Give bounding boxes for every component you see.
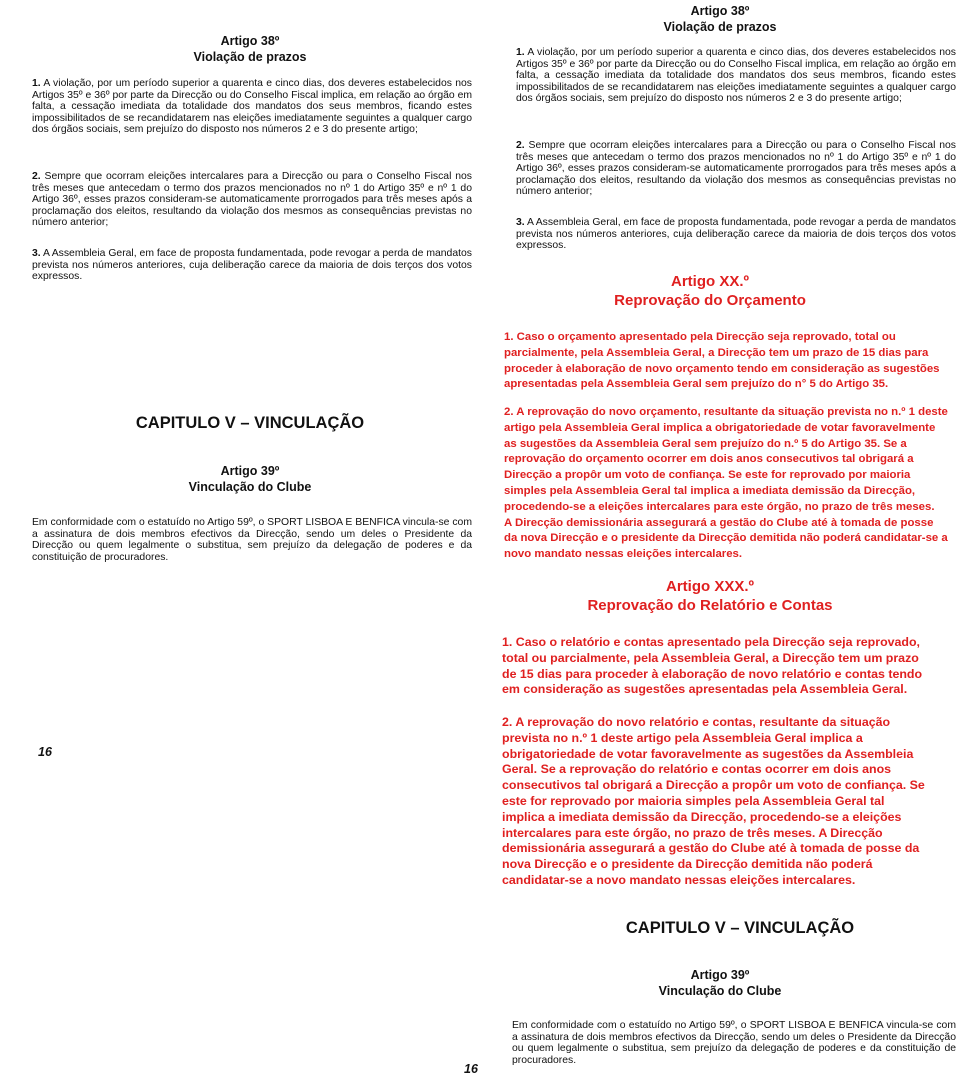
article-38-paragraph-3: 3. A Assembleia Geral, em face de proposta fundamentada, pode revogar a perda de mandatos prevista nos números anteriores, cuja deliberação carece da maioria de dois terços dos votos expressos. — [516, 217, 956, 252]
article-38-paragraph-1: 1. A violação, por um período superior a quarenta e cinco dias, dos deveres estabelecidos nos Artigos 35º e 36º por parte da Direcção ou do Conselho Fiscal implica, em relação ao órgão em falta, a cessação imediata da totalidade dos mandatos dos seus membros, ficando estes impossibilitados de se recandidatarem nas eleições imediatamente seguintes a qualquer cargo dos órgãos sociais, sem prejuízo do disposto nos números 2 e 3 do presente artigo; — [32, 78, 472, 136]
article-39-heading — [30, 463, 470, 495]
article-38-heading — [30, 33, 470, 65]
article-39-paragraph: Em conformidade com o estatuído no Artigo 59º, o SPORT LISBOA E BENFICA vincula-se com a assinatura de dois membros efectivos da Direcção, sendo um deles o Presidente da Direcção ou quem legalmente o substitua, sem prejuízo da delegação de poderes e da constituição de procuradores. — [32, 517, 472, 563]
article-39-heading — [500, 967, 940, 999]
article-xxx-paragraph-1: 1. Caso o relatório e contas apresentado pela Direcção seja reprovado, total ou parcialmente, pela Assembleia Geral, a Direcção tem um prazo de 15 dias para proceder à elaboração de novo relatório e contas tendo em consideração as sugestões apresentadas pela Assembleia Geral. — [502, 635, 923, 697]
article-39-title: Artigo 39º — [690, 968, 750, 982]
article-xxx-title: Artigo XXX.º — [666, 578, 754, 595]
article-38-title: Artigo 38º — [220, 34, 280, 48]
article-38-title: Artigo 38º — [690, 4, 750, 18]
article-xxx-subtitle: Reprovação do Relatório e Contas — [587, 597, 833, 614]
article-xx-title: Artigo XX.º — [671, 273, 749, 290]
article-xxx-heading — [490, 577, 930, 615]
chapter-v-title: CAPITULO V – VINCULAÇÃO — [625, 919, 855, 937]
article-39-paragraph: Em conformidade com o estatuído no Artigo 59º, o SPORT LISBOA E BENFICA vincula-se com a assinatura de dois membros efectivos da Direcção, sendo um deles o Presidente da Direcção ou quem legalmente o substitua, sem prejuízo da delegação de poderes e da constituição de procuradores. — [512, 1020, 956, 1066]
article-38-heading — [500, 3, 940, 35]
article-xx-heading — [490, 272, 930, 310]
chapter-v-title: CAPITULO V – VINCULAÇÃO — [135, 414, 365, 432]
page-number: 16 — [38, 745, 52, 759]
article-38-subtitle: Violação de prazos — [663, 20, 777, 34]
article-39-subtitle: Vinculação do Clube — [188, 480, 312, 494]
article-xxx-paragraph-2: 2. A reprovação do novo relatório e contas, resultante da situação prevista no n.º 1 deste artigo pela Assembleia Geral implica a obrigatoriedade de votar favoravelmente as sugestões da Assembleia Geral. Se a reprovação do relatório e contas ocorrer em dois anos consecutivos tal obrigará a Direcção a propôr um voto de confiança. Se este for reprovado por maioria simples pela Assembleia Geral tal implica a imediata demissão da Direcção, procedendo-se a eleições intercalares para este órgão, no prazo de três meses. A Direcção demissionária assegurará a gestão do Clube até à tomada de posse da nova Direcção e o presidente da Direcção demitida não poderá candidatar-se a novo mandato nessas eleições intercalares. — [502, 715, 925, 887]
article-38-subtitle: Violação de prazos — [193, 50, 307, 64]
article-39-subtitle: Vinculação do Clube — [658, 984, 782, 998]
article-xx-paragraph-1: 1. Caso o orçamento apresentado pela Direcção seja reprovado, total ou parcialmente, pela Assembleia Geral, a Direcção tem um prazo de 15 dias para proceder à elaboração de novo orçamento tendo em consideração as sugestões apresentadas pela Assembleia Geral sem prejuízo do n° 5 do Artigo 35. — [504, 331, 940, 391]
article-xx-subtitle: Reprovação do Orçamento — [614, 292, 806, 309]
right-page — [464, 0, 972, 1084]
article-38-paragraph-3: 3. A Assembleia Geral, em face de proposta fundamentada, pode revogar a perda de mandatos prevista nos números anteriores, cuja deliberação carece da maioria de dois terços dos votos expressos. — [32, 248, 472, 283]
article-39-title: Artigo 39º — [220, 464, 280, 478]
page-number: 16 — [464, 1062, 478, 1076]
article-38-paragraph-1: 1. A violação, por um período superior a quarenta e cinco dias, dos deveres estabelecidos nos Artigos 35º e 36º por parte da Direcção ou do Conselho Fiscal implica, em relação ao órgão em falta, a cessação imediata da totalidade dos mandatos dos seus membros, ficando estes impossibilitados de se recandidatarem nas eleições imediatamente seguintes a qualquer cargo dos órgãos sociais, sem prejuízo do disposto nos números 2 e 3 do presente artigo; — [516, 47, 956, 105]
article-38-paragraph-2: 2. Sempre que ocorram eleições intercalares para a Direcção ou para o Conselho Fiscal nos três meses que antecedam o termo dos prazos mencionados no nº 1 do Artigo 35º e nº 1 do Artigo 36º, esses prazos consideram-se automaticamente prorrogados para três meses após a proclamação dos eleitos, resultando da violação dos mesmos as consequências previstas no número anterior; — [32, 171, 472, 229]
article-38-paragraph-2: 2. Sempre que ocorram eleições intercalares para a Direcção ou para o Conselho Fiscal nos três meses que antecedam o termo dos prazos mencionados no nº 1 do Artigo 35º e nº 1 do Artigo 36º, esses prazos consideram-se automaticamente prorrogados para três meses após a proclamação dos eleitos, resultando da violação dos mesmos as consequências previstas no número anterior; — [516, 140, 956, 198]
article-xx-paragraph-2: 2. A reprovação do novo orçamento, resultante da situação prevista no n.º 1 deste artigo pela Assembleia Geral implica a obrigatoriedade de votar favoravelmente as sugestões da Assembleia Geral sem prejuízo do n.º 5 do Artigo 35. Se a reprovação do orçamento ocorrer em dois anos consecutivos tal obrigará a Direcção a propôr um voto de confiança. Se este for reprovado por maioria simples pela Assembleia Geral tal implica a imediata demissão da Direcção, procedendo-se a eleições intercalares para este órgão, no prazo de três meses. A Direcção demissionária assegurará a gestão do Clube até à tomada de posse da nova Direcção e o presidente da Direcção demitida não poderá candidatar-se a novo mandato nessas eleições intercalares. — [504, 406, 948, 561]
